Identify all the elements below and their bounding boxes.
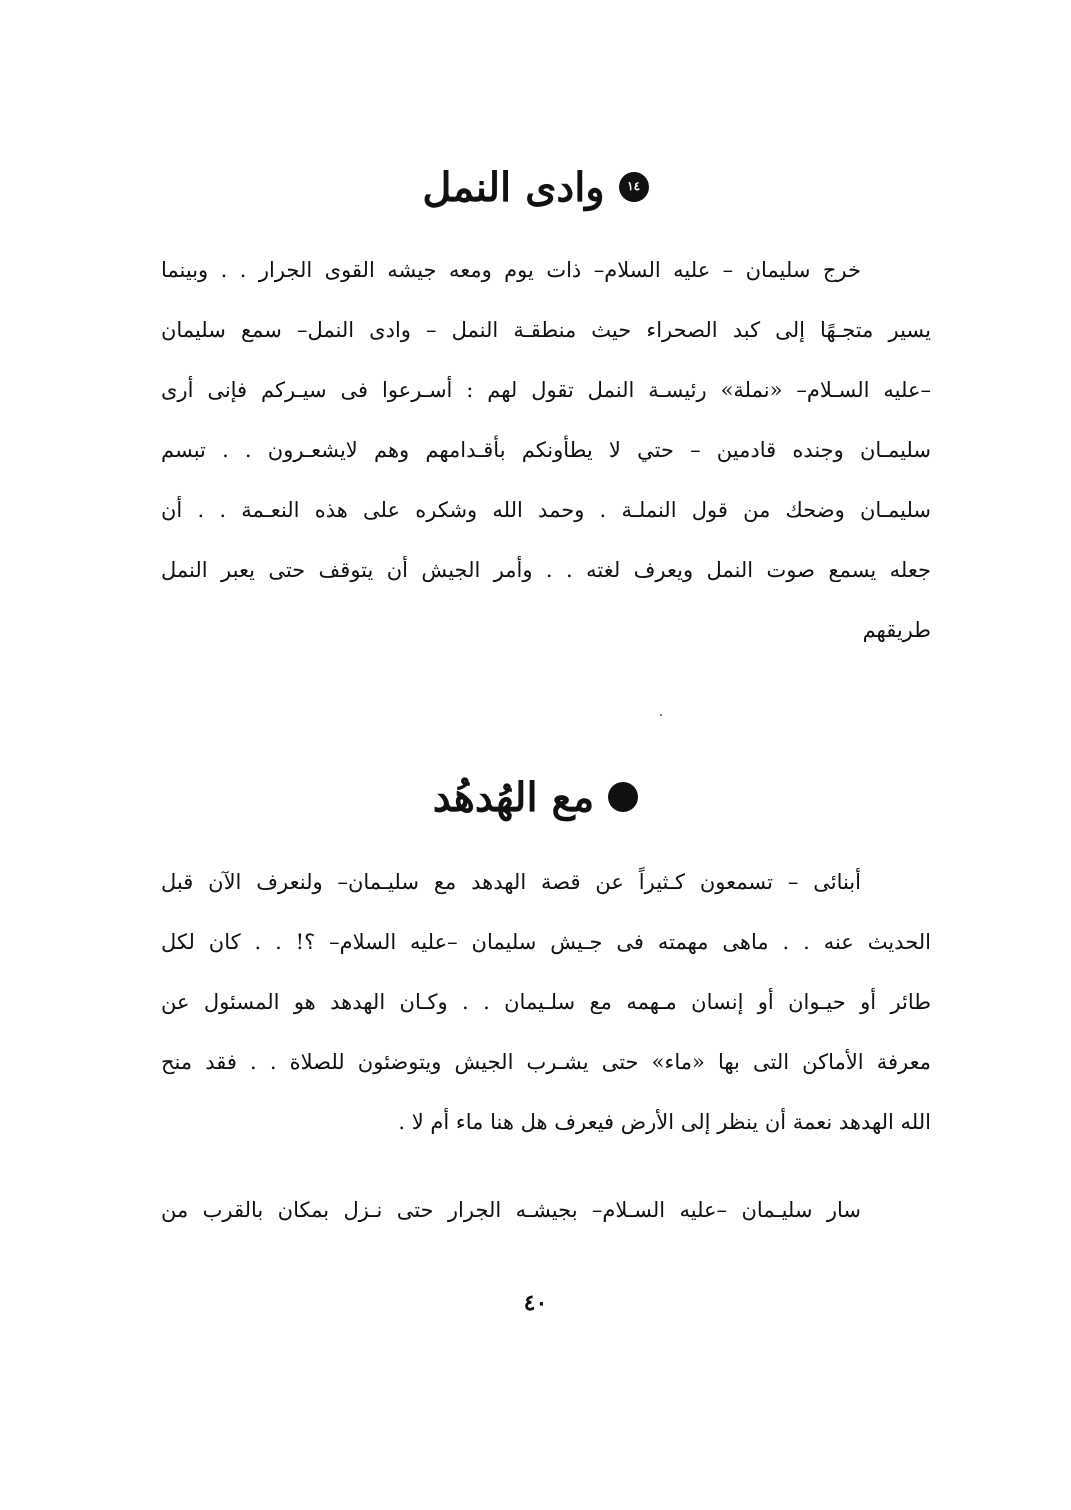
text-line: يسير متجـهًا إلى كبد الصحراء حيث منطقـة النمل – وادى النمل– سمع سليمان: [161, 318, 931, 342]
bullet-circle-icon: [619, 172, 649, 202]
text-line: أبنائى – تسمعون كـثيراً عن قصة الهدهد مع سليـمان– ولنعرف الآن قبل: [161, 870, 861, 894]
page-number: ٤٠: [523, 1290, 548, 1316]
scan-speck: [660, 714, 662, 716]
text-line: سليمـان وضحك من قول النملـة . وحمد الله وشكره على هذه النعـمة . . أن: [161, 498, 931, 522]
text-line: معرفة الأماكن التى بها «ماء» حتى يشـرب الجيش ويتوضئون للصلاة . . فقد منح: [161, 1050, 931, 1074]
text-line: –عليه السـلام– «نملة» رئيسـة النمل تقول لهم : أسـرعوا فى سيـركم فإنى أرى: [161, 378, 931, 402]
paragraph-ant-valley: [161, 240, 931, 660]
bullet-circle-icon: [608, 782, 638, 812]
paragraph-hoopoe-journey: [161, 1180, 931, 1240]
text-line: طائر أو حيـوان أو إنسان مـهمه مع سلـيمان . . وكـان الهدهد هو المسئول عن: [161, 990, 931, 1014]
text-line: سليمـان وجنده قادمين – حتي لا يطأونكم بأقـدامهم وهم لايشعـرون . . تبسم: [161, 438, 931, 462]
text-line: الحديث عنه . . ماهى مهمته فى جـيش سليمان –عليه السلام– ؟! . . كان لكل: [161, 930, 931, 954]
section-title: وادى النمل: [422, 164, 605, 211]
text-line: جعله يسمع صوت النمل ويعرف لغته . . وأمر الجيش أن يتوقف حتى يعبر النمل: [161, 558, 931, 582]
text-line: طريقهم: [862, 618, 931, 642]
section-heading-hoopoe: [0, 768, 1071, 828]
section-heading-ant-valley: [0, 158, 1071, 218]
text-line: سار سليـمان –عليه السـلام– بجيشـه الجرار حتى نـزل بمكان بالقرب من: [161, 1198, 861, 1222]
text-line: الله الهدهد نعمة أن ينظر إلى الأرض فيعرف هل هنا ماء أم لا .: [398, 1110, 931, 1134]
bullet-number: ١٤: [627, 179, 641, 193]
text-line: خرج سليمان – عليه السلام– ذات يوم ومعه جيشه القوى الجرار . . وبينما: [161, 258, 861, 282]
paragraph-hoopoe-intro: [161, 852, 931, 1152]
section-title: مع الهُدهُد: [432, 774, 595, 821]
